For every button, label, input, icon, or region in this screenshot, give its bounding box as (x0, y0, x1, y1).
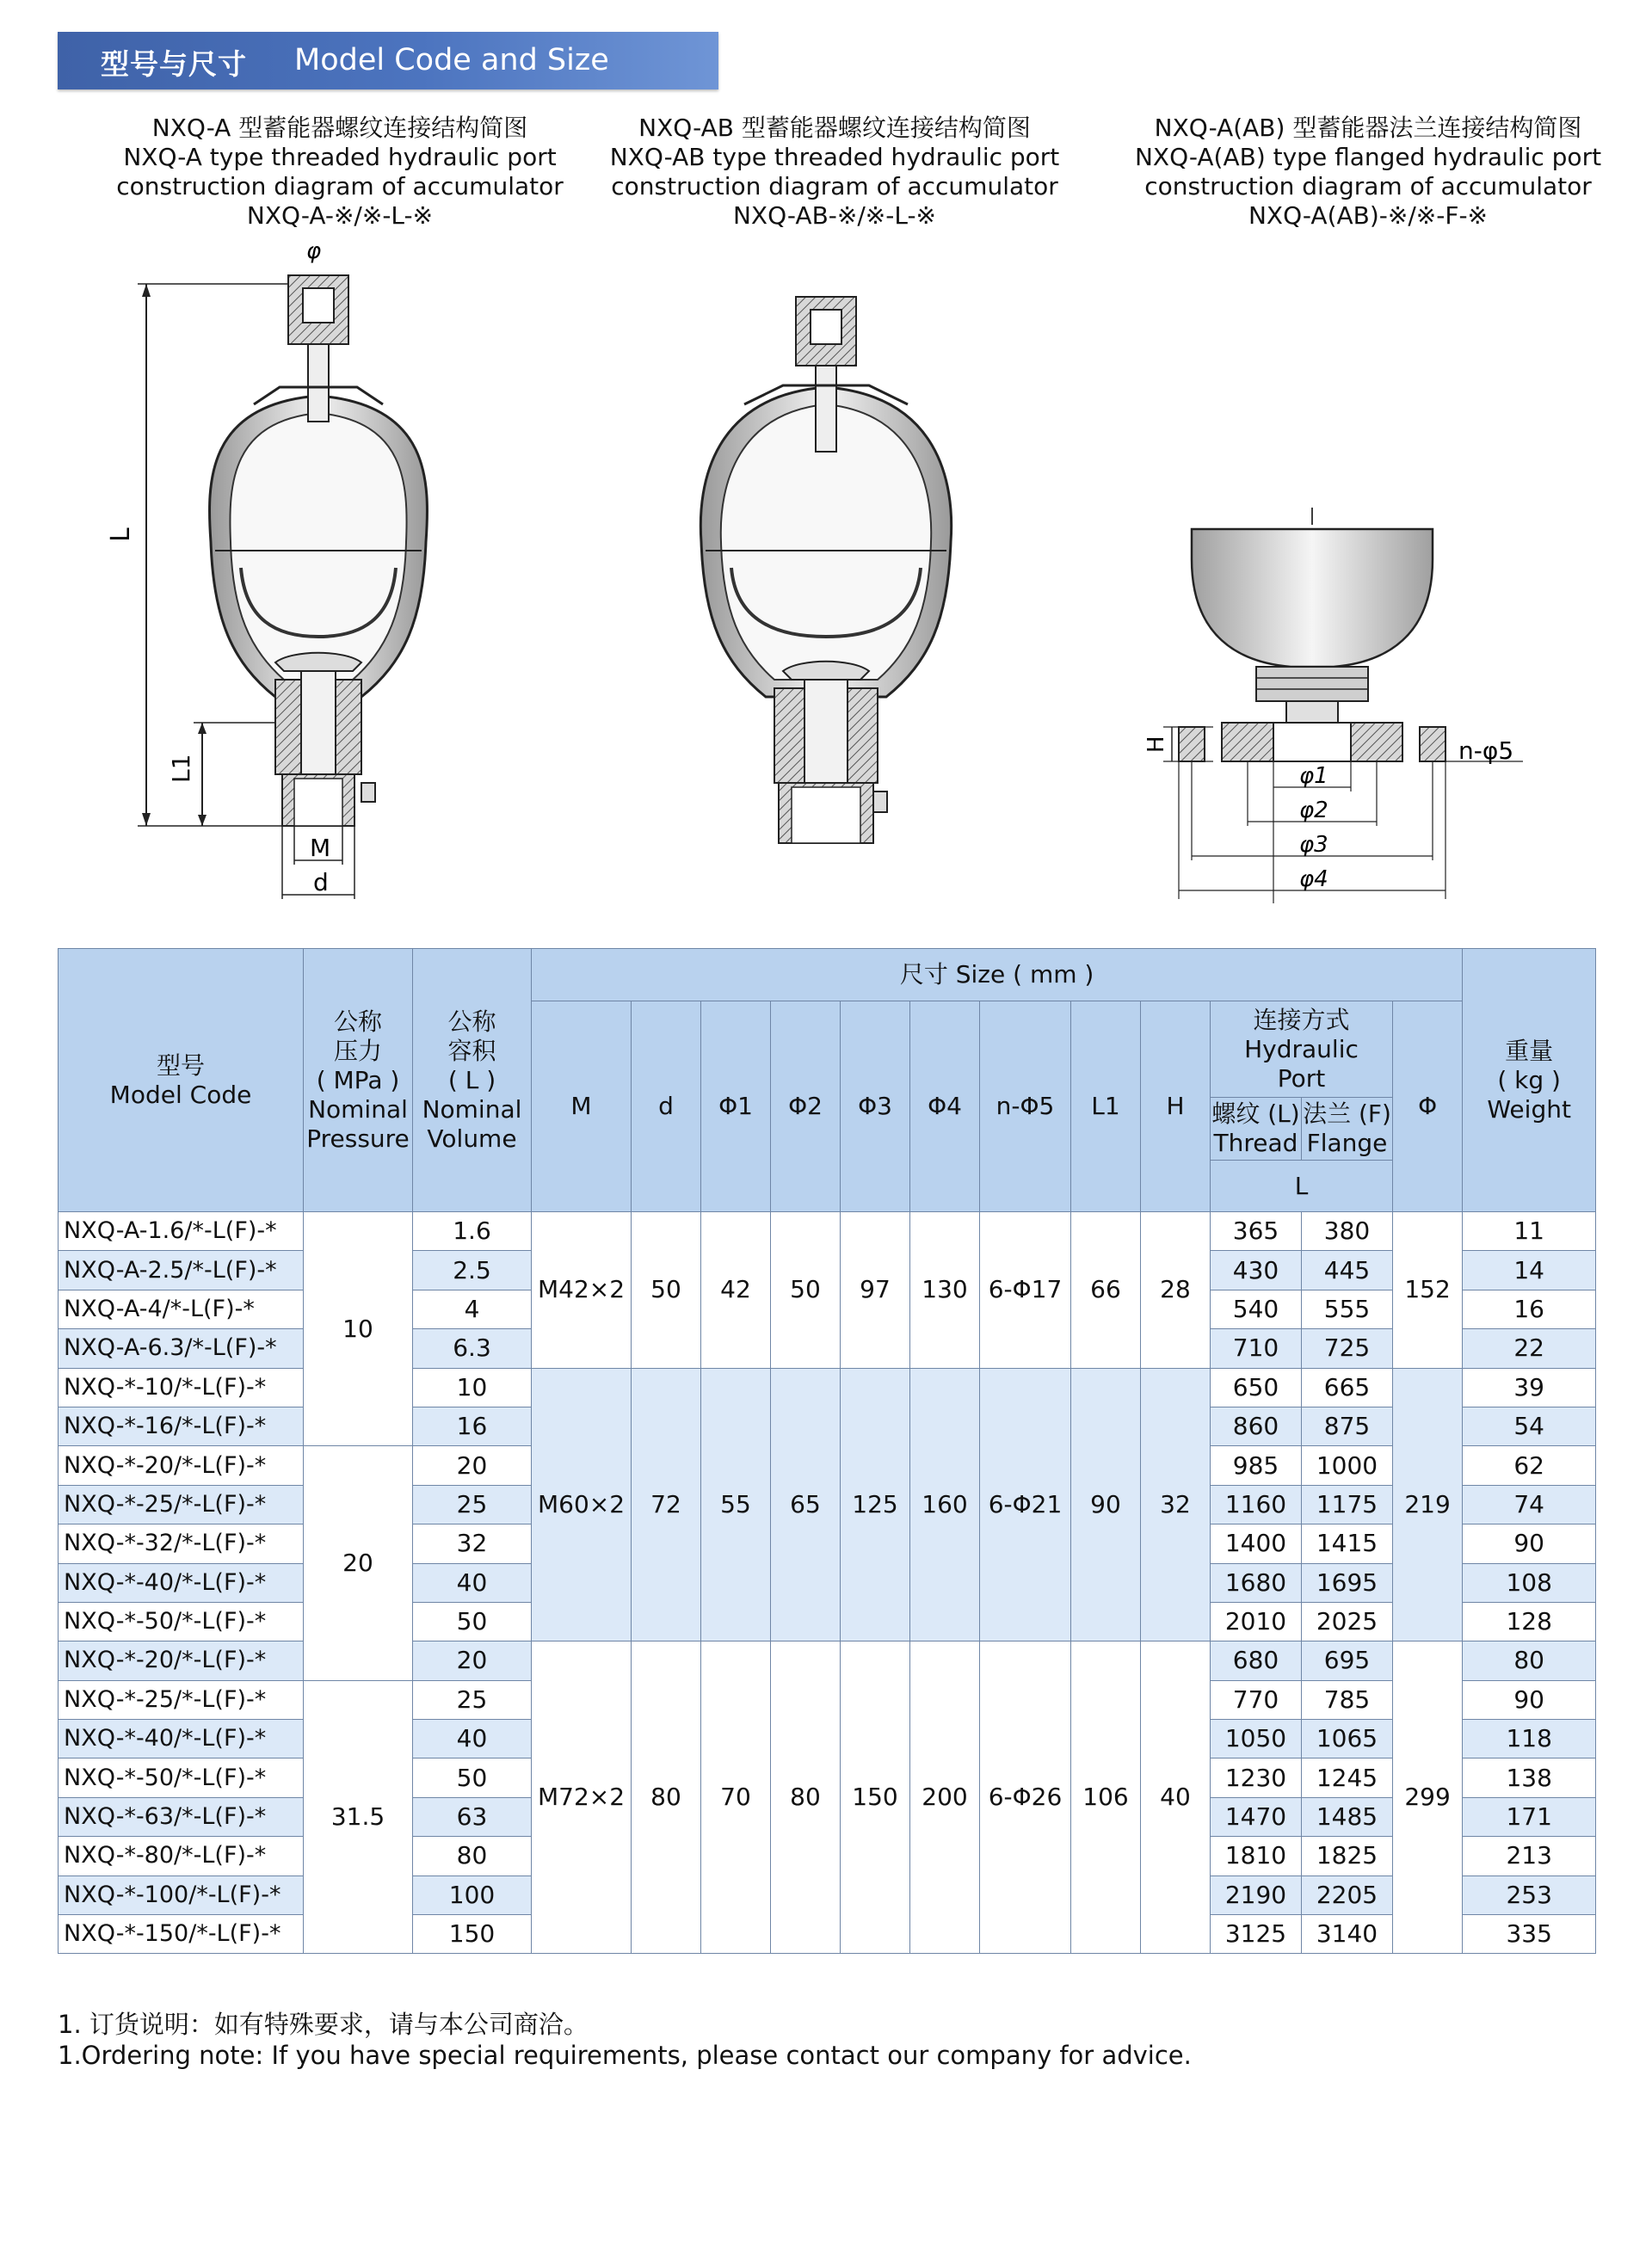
dim-label-L: L (106, 527, 136, 542)
dim-label-d: d (313, 868, 329, 896)
header-flange-zh: 法兰 (F) (1303, 1099, 1391, 1128)
cell-L-flange: 695 (1302, 1641, 1393, 1680)
header-pressure-zh2: 压力 (333, 1036, 382, 1065)
table-row (59, 1368, 1596, 1407)
header-volume-unit: ( L ) (447, 1065, 496, 1094)
cell-nominal-volume: 4 (413, 1290, 532, 1328)
caption-zh: NXQ-AB 型蓄能器螺纹连接结构简图 (638, 114, 1031, 142)
cell-phi: 299 (1393, 1641, 1463, 1954)
cell-L-flange: 1000 (1302, 1446, 1393, 1485)
table-row (59, 1641, 1596, 1680)
cell-phi: 152 (1393, 1212, 1463, 1369)
cell-L-flange: 1415 (1302, 1524, 1393, 1563)
cell-phi2: 80 (771, 1641, 841, 1954)
header-hydraulic-port (1211, 1001, 1393, 1098)
cell-model-code: NXQ-A-1.6/*-L(F)-* (59, 1212, 304, 1251)
header-weight-en: Weight (1487, 1094, 1571, 1124)
cell-L-flange: 1695 (1302, 1563, 1393, 1602)
header-port-en1: Hydraulic (1244, 1034, 1359, 1063)
cell-M: M60×2 (532, 1368, 632, 1641)
ordering-note-zh: 1. 订货说明：如有特殊要求，请与本公司商洽。 (58, 2010, 589, 2039)
cell-model-code: NXQ-A-6.3/*-L(F)-* (59, 1329, 304, 1368)
cell-model-code: NXQ-*-25/*-L(F)-* (59, 1680, 304, 1719)
cell-nominal-volume: 63 (413, 1797, 532, 1836)
cell-weight: 118 (1463, 1720, 1596, 1758)
header-model-en: Model Code (109, 1080, 252, 1109)
cell-L-flange: 2025 (1302, 1602, 1393, 1641)
cell-L-flange: 555 (1302, 1290, 1393, 1328)
cell-d: 80 (632, 1641, 701, 1954)
caption-code: NXQ-AB-※/※-L-※ (732, 201, 937, 230)
cell-L-flange: 1065 (1302, 1720, 1393, 1758)
cell-weight: 90 (1463, 1524, 1596, 1563)
cell-weight: 80 (1463, 1641, 1596, 1680)
cell-nominal-volume: 40 (413, 1720, 532, 1758)
cell-L-thread: 1050 (1211, 1720, 1302, 1758)
cell-M: M42×2 (532, 1212, 632, 1369)
header-H: H (1141, 1001, 1211, 1212)
cell-phi: 219 (1393, 1368, 1463, 1641)
cell-L-thread: 710 (1211, 1329, 1302, 1368)
cell-nominal-volume: 32 (413, 1524, 532, 1563)
caption-en-line1: NXQ-AB type threaded hydraulic port (609, 143, 1060, 171)
cell-phi4: 200 (910, 1641, 980, 1954)
header-phi3: Φ3 (841, 1001, 910, 1212)
header-port-en2: Port (1277, 1063, 1326, 1093)
cell-phi3: 150 (841, 1641, 910, 1954)
cell-L-flange: 2205 (1302, 1876, 1393, 1914)
diagram-caption-ab (551, 114, 1119, 231)
cell-L-flange: 445 (1302, 1251, 1393, 1290)
header-nominal-pressure (304, 949, 413, 1212)
cell-model-code: NXQ-A-4/*-L(F)-* (59, 1290, 304, 1328)
header-thread (1211, 1098, 1302, 1161)
cell-L-thread: 1230 (1211, 1758, 1302, 1797)
cell-nominal-volume: 25 (413, 1485, 532, 1524)
table-body (59, 1212, 1596, 1954)
cell-nominal-volume: 16 (413, 1407, 532, 1445)
cell-model-code: NXQ-*-20/*-L(F)-* (59, 1641, 304, 1680)
header-pressure-en1: Nominal (308, 1094, 408, 1124)
cell-phi1: 42 (701, 1212, 771, 1369)
cell-L-flange: 1485 (1302, 1797, 1393, 1836)
header-nominal-volume (413, 949, 532, 1212)
cell-L-thread: 650 (1211, 1368, 1302, 1407)
cell-d: 50 (632, 1212, 701, 1369)
cell-weight: 90 (1463, 1680, 1596, 1719)
header-d: d (632, 1001, 701, 1212)
header-thread-en: Thread (1213, 1129, 1298, 1157)
cell-L-thread: 1400 (1211, 1524, 1302, 1563)
cell-nphi5: 6-Φ17 (980, 1212, 1071, 1369)
cell-L-thread: 985 (1211, 1446, 1302, 1485)
cell-weight: 74 (1463, 1485, 1596, 1524)
cell-phi4: 160 (910, 1368, 980, 1641)
diagram-caption-flanged (1084, 114, 1652, 231)
dim-label-L1: L1 (167, 754, 195, 783)
header-flange-en: Flange (1306, 1129, 1388, 1157)
dim-label-phi4: φ4 (1299, 866, 1328, 892)
dim-label-n-phi5: n-φ5 (1458, 736, 1514, 765)
cell-L-thread: 2190 (1211, 1876, 1302, 1914)
cell-nominal-pressure: 20 (304, 1446, 413, 1680)
header-L1: L1 (1071, 1001, 1141, 1212)
header-n-phi5: n-Φ5 (980, 1001, 1071, 1212)
cell-model-code: NXQ-*-150/*-L(F)-* (59, 1915, 304, 1954)
cell-nominal-volume: 10 (413, 1368, 532, 1407)
cell-L1: 106 (1071, 1641, 1141, 1954)
model-size-table-wrapper (58, 948, 1595, 1954)
cell-L-thread: 1810 (1211, 1837, 1302, 1876)
ordering-note-en: 1.Ordering note: If you have special requirements, please contact our company for advice. (58, 2041, 1192, 2070)
cell-L-flange: 380 (1302, 1212, 1393, 1251)
header-pressure-unit: ( MPa ) (316, 1065, 400, 1094)
cell-nphi5: 6-Φ21 (980, 1368, 1071, 1641)
cell-phi3: 97 (841, 1212, 910, 1369)
cell-L-flange: 1175 (1302, 1485, 1393, 1524)
cell-nominal-volume: 1.6 (413, 1212, 532, 1251)
header-M: M (532, 1001, 632, 1212)
header-pressure-en2: Pressure (306, 1124, 410, 1153)
header-L: L (1211, 1161, 1393, 1212)
header-weight-unit: ( kg ) (1497, 1065, 1561, 1094)
cell-weight: 108 (1463, 1563, 1596, 1602)
cell-weight: 54 (1463, 1407, 1596, 1445)
header-weight-zh: 重量 (1505, 1036, 1554, 1065)
cell-weight: 16 (1463, 1290, 1596, 1328)
cell-nphi5: 6-Φ26 (980, 1641, 1071, 1954)
cell-L-flange: 665 (1302, 1368, 1393, 1407)
cell-weight: 39 (1463, 1368, 1596, 1407)
header-volume-en2: Volume (427, 1124, 517, 1153)
cell-nominal-volume: 40 (413, 1563, 532, 1602)
caption-en-line1: NXQ-A(AB) type flanged hydraulic port (1134, 143, 1602, 171)
cell-weight: 128 (1463, 1602, 1596, 1641)
header-flange (1302, 1098, 1393, 1161)
header-model-code (59, 949, 304, 1212)
caption-en-line1: NXQ-A type threaded hydraulic port (123, 143, 557, 171)
cell-model-code: NXQ-*-10/*-L(F)-* (59, 1368, 304, 1407)
caption-en-line2: construction diagram of accumulator (1144, 172, 1592, 200)
caption-code: NXQ-A(AB)-※/※-F-※ (1248, 201, 1489, 230)
header-port-zh: 连接方式 (1253, 1005, 1350, 1034)
header-pressure-zh: 公称 (333, 1007, 382, 1036)
header-phi4: Φ4 (910, 1001, 980, 1212)
cell-nominal-volume: 80 (413, 1837, 532, 1876)
dim-label-phi1: φ1 (1299, 763, 1328, 789)
cell-L-thread: 2010 (1211, 1602, 1302, 1641)
cell-model-code: NXQ-*-20/*-L(F)-* (59, 1446, 304, 1485)
cell-model-code: NXQ-*-40/*-L(F)-* (59, 1563, 304, 1602)
cell-H: 28 (1141, 1212, 1211, 1369)
header-model-zh: 型号 (156, 1050, 205, 1080)
cell-nominal-volume: 20 (413, 1641, 532, 1680)
header-weight (1463, 949, 1596, 1212)
cell-L1: 90 (1071, 1368, 1141, 1641)
cell-L-thread: 430 (1211, 1251, 1302, 1290)
cell-model-code: NXQ-*-63/*-L(F)-* (59, 1797, 304, 1836)
cell-nominal-volume: 6.3 (413, 1329, 532, 1368)
cell-model-code: NXQ-A-2.5/*-L(F)-* (59, 1251, 304, 1290)
dim-label-H: H (1143, 736, 1169, 753)
cell-L-thread: 540 (1211, 1290, 1302, 1328)
cell-weight: 22 (1463, 1329, 1596, 1368)
cell-model-code: NXQ-*-32/*-L(F)-* (59, 1524, 304, 1563)
cell-model-code: NXQ-*-100/*-L(F)-* (59, 1876, 304, 1914)
cell-model-code: NXQ-*-80/*-L(F)-* (59, 1837, 304, 1876)
accumulator-threaded-ab-drawing (663, 284, 989, 869)
cell-L-flange: 1245 (1302, 1758, 1393, 1797)
section-title-en: Model Code and Size (294, 43, 609, 77)
header-phi: Φ (1393, 1001, 1463, 1212)
header-volume-zh2: 容积 (447, 1036, 496, 1065)
cell-H: 32 (1141, 1368, 1211, 1641)
cell-weight: 253 (1463, 1876, 1596, 1914)
cell-nominal-volume: 100 (413, 1876, 532, 1914)
section-title-zh: 型号与尺寸 (101, 47, 247, 81)
caption-en-line2: construction diagram of accumulator (116, 172, 564, 200)
cell-model-code: NXQ-*-40/*-L(F)-* (59, 1720, 304, 1758)
caption-zh: NXQ-A(AB) 型蓄能器法兰连接结构简图 (1154, 114, 1582, 142)
dim-label-phi3: φ3 (1299, 832, 1328, 858)
cell-weight: 335 (1463, 1915, 1596, 1954)
cell-nominal-volume: 2.5 (413, 1251, 532, 1290)
header-phi1: Φ1 (701, 1001, 771, 1212)
header-volume-zh: 公称 (447, 1007, 496, 1036)
cell-L-thread: 365 (1211, 1212, 1302, 1251)
caption-zh: NXQ-A 型蓄能器螺纹连接结构简图 (151, 114, 528, 142)
diagram-caption-a (60, 114, 620, 231)
ordering-note (58, 2009, 1192, 2071)
cell-L-flange: 3140 (1302, 1915, 1393, 1954)
cell-L-thread: 1160 (1211, 1485, 1302, 1524)
section-title-banner (58, 32, 718, 89)
dim-label-M: M (310, 834, 331, 862)
cell-L-thread: 770 (1211, 1680, 1302, 1719)
cell-L-flange: 875 (1302, 1407, 1393, 1445)
cell-L-thread: 1470 (1211, 1797, 1302, 1836)
cell-phi2: 65 (771, 1368, 841, 1641)
cell-weight: 138 (1463, 1758, 1596, 1797)
cell-L1: 66 (1071, 1212, 1141, 1369)
cell-phi4: 130 (910, 1212, 980, 1369)
cell-L-thread: 1680 (1211, 1563, 1302, 1602)
cell-H: 40 (1141, 1641, 1211, 1954)
cell-nominal-volume: 150 (413, 1915, 532, 1954)
cell-M: M72×2 (532, 1641, 632, 1954)
cell-model-code: NXQ-*-16/*-L(F)-* (59, 1407, 304, 1445)
cell-L-thread: 680 (1211, 1641, 1302, 1680)
cell-weight: 213 (1463, 1837, 1596, 1876)
accumulator-flanged-drawing (1143, 508, 1532, 912)
caption-en-line2: construction diagram of accumulator (611, 172, 1058, 200)
cell-phi2: 50 (771, 1212, 841, 1369)
cell-L-thread: 860 (1211, 1407, 1302, 1445)
cell-weight: 62 (1463, 1446, 1596, 1485)
cell-model-code: NXQ-*-50/*-L(F)-* (59, 1602, 304, 1641)
cell-L-flange: 785 (1302, 1680, 1393, 1719)
header-thread-zh: 螺纹 (L) (1211, 1099, 1300, 1128)
cell-phi1: 70 (701, 1641, 771, 1954)
header-size: 尺寸 Size ( mm ) (532, 949, 1463, 1001)
dim-label-phi2: φ2 (1299, 798, 1328, 823)
cell-nominal-volume: 50 (413, 1758, 532, 1797)
header-volume-en1: Nominal (422, 1094, 522, 1124)
cell-d: 72 (632, 1368, 701, 1641)
dim-label-phi: φ (306, 238, 322, 264)
cell-weight: 171 (1463, 1797, 1596, 1836)
cell-nominal-pressure: 10 (304, 1212, 413, 1446)
cell-nominal-volume: 25 (413, 1680, 532, 1719)
model-size-table (58, 948, 1596, 1954)
cell-L-flange: 725 (1302, 1329, 1393, 1368)
cell-weight: 14 (1463, 1251, 1596, 1290)
cell-nominal-volume: 20 (413, 1446, 532, 1485)
cell-model-code: NXQ-*-25/*-L(F)-* (59, 1485, 304, 1524)
accumulator-threaded-a-drawing (103, 238, 499, 912)
cell-phi3: 125 (841, 1368, 910, 1641)
cell-model-code: NXQ-*-50/*-L(F)-* (59, 1758, 304, 1797)
table-row (59, 1212, 1596, 1251)
caption-code: NXQ-A-※/※-L-※ (246, 201, 434, 230)
cell-L-flange: 1825 (1302, 1837, 1393, 1876)
cell-weight: 11 (1463, 1212, 1596, 1251)
cell-nominal-pressure: 31.5 (304, 1680, 413, 1954)
cell-phi1: 55 (701, 1368, 771, 1641)
header-phi2: Φ2 (771, 1001, 841, 1212)
cell-L-thread: 3125 (1211, 1915, 1302, 1954)
cell-nominal-volume: 50 (413, 1602, 532, 1641)
